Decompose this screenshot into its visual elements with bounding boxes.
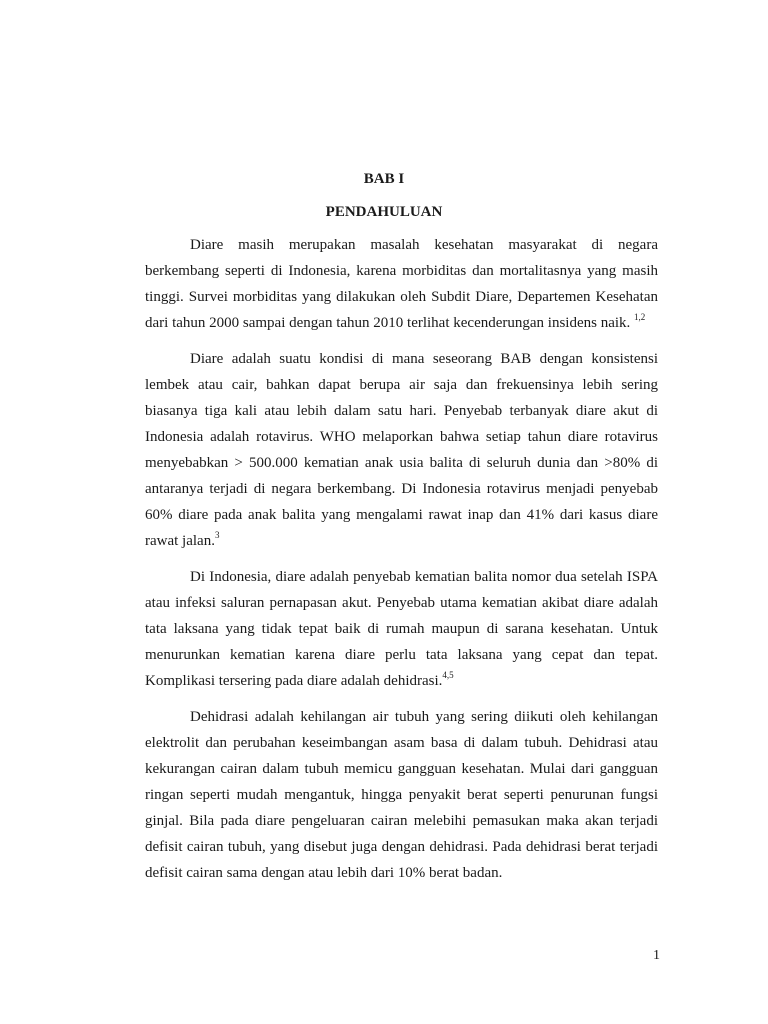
citation-superscript: 4,5 <box>442 670 454 680</box>
citation-superscript: 1,2 <box>634 312 646 322</box>
page-number: 1 <box>653 948 660 963</box>
paragraph-text: Diare masih merupakan masalah kesehatan masyarakat di negara berkembang seperti di Indonesia, karena morbiditas dan mortalitasnya yang masih tinggi. Survei morbiditas yang dilakukan oleh Subdit Diare, Departemen Kesehatan dari tahun 2000 sampai dengan tahun 2010 terlihat kecenderungan insidens naik. <box>145 237 658 331</box>
paragraph-1 <box>145 232 658 336</box>
paragraph-4 <box>145 704 658 886</box>
body-text <box>145 232 658 896</box>
chapter-title: PENDAHULUAN <box>325 204 443 220</box>
citation-superscript: 3 <box>214 530 220 540</box>
paragraph-2 <box>145 346 658 554</box>
paragraph-text: Diare adalah suatu kondisi di mana seseorang BAB dengan konsistensi lembek atau cair, bahkan dapat berupa air saja dan frekuensinya lebih sering biasanya tiga kali atau lebih dalam satu hari. Penyebab terbanyak diare akut di Indonesia adalah rotavirus. WHO melaporkan bahwa setiap tahun diare rotavirus menyebabkan > 500.000 kematian anak usia balita di seluruh dunia dan >80% di antaranya terjadi di negara berkembang. Di Indonesia rotavirus menjadi penyebab 60% diare pada anak balita yang mengalami rawat inap dan 41% dari kasus diare rawat jalan. <box>145 351 658 549</box>
paragraph-text: Dehidrasi adalah kehilangan air tubuh yang sering diikuti oleh kehilangan elektrolit dan perubahan keseimbangan asam basa di dalam tubuh. Dehidrasi atau kekurangan cairan dalam tubuh memicu gangguan kesehatan. Mulai dari gangguan ringan seperti mudah mengantuk, hingga penyakit berat seperti penurunan fungsi ginjal. Bila pada diare pengeluaran cairan melebihi pemasukan maka akan terjadi defisit cairan tubuh, yang disebut juga dengan dehidrasi. Pada dehidrasi berat terjadi defisit cairan sama dengan atau lebih dari 10% berat badan. <box>145 709 658 881</box>
chapter-label: BAB I <box>363 171 405 187</box>
paragraph-text: Di Indonesia, diare adalah penyebab kematian balita nomor dua setelah ISPA atau infeksi saluran pernapasan akut. Penyebab utama kematian akibat diare adalah tata laksana yang tidak tepat baik di rumah maupun di sarana kesehatan. Untuk menurunkan kematian karena diare perlu tata laksana yang cepat dan tepat. Komplikasi tersering pada diare adalah dehidrasi. <box>145 569 658 689</box>
paragraph-3 <box>145 564 658 694</box>
